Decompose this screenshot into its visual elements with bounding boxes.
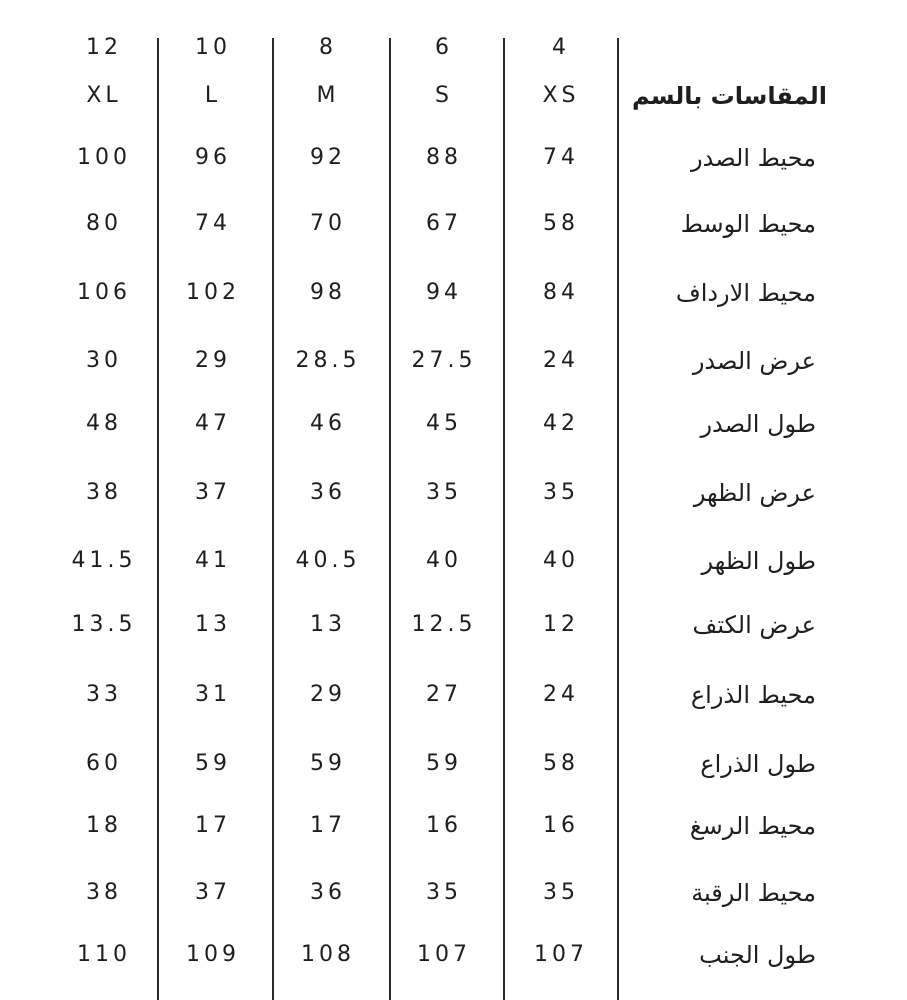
measurement-value: 59 (195, 751, 231, 776)
measurement-value: 41.5 (71, 548, 137, 573)
measurement-value: 29 (195, 348, 231, 373)
table-header-label: المقاسات بالسم (632, 82, 827, 110)
measurement-value: 13 (195, 612, 231, 637)
measurement-value: 29 (310, 682, 346, 707)
measurement-value: 88 (426, 145, 462, 170)
measurement-label: محيط الرسغ (689, 812, 816, 840)
column-divider (272, 38, 274, 1000)
measurement-value: 42 (543, 411, 579, 436)
measurement-value: 40.5 (295, 548, 361, 573)
measurement-value: 33 (86, 682, 122, 707)
measurement-value: 17 (310, 813, 346, 838)
measurement-value: 18 (86, 813, 122, 838)
measurement-value: 45 (426, 411, 462, 436)
measurement-value: 28.5 (295, 348, 361, 373)
measurement-value: 48 (86, 411, 122, 436)
measurement-value: 13.5 (71, 612, 137, 637)
measurement-label: عرض الظهر (693, 479, 816, 507)
size-number-header: 6 (435, 35, 453, 60)
measurement-label: محيط الصدر (691, 144, 816, 172)
column-divider (389, 38, 391, 1000)
measurement-value: 108 (301, 942, 355, 967)
measurement-value: 12.5 (411, 612, 477, 637)
measurement-label: عرض الكتف (692, 611, 816, 639)
size-number-header: 10 (195, 35, 231, 60)
measurement-value: 58 (543, 211, 579, 236)
measurement-label: طول الجنب (699, 941, 816, 969)
measurement-value: 24 (543, 682, 579, 707)
measurement-value: 59 (426, 751, 462, 776)
measurement-label: طول الذراع (700, 750, 816, 778)
size-code-header: XS (542, 83, 580, 108)
measurement-value: 109 (186, 942, 240, 967)
measurement-value: 70 (310, 211, 346, 236)
measurement-value: 13 (310, 612, 346, 637)
measurement-value: 110 (77, 942, 131, 967)
measurement-value: 106 (77, 280, 131, 305)
measurement-value: 36 (310, 880, 346, 905)
measurement-value: 31 (195, 682, 231, 707)
measurement-label: محيط الارداف (675, 279, 816, 307)
measurement-value: 107 (417, 942, 471, 967)
measurement-value: 17 (195, 813, 231, 838)
measurement-value: 35 (426, 880, 462, 905)
measurement-value: 35 (426, 480, 462, 505)
measurement-value: 102 (186, 280, 240, 305)
measurement-value: 40 (543, 548, 579, 573)
measurement-label: محيط الذراع (690, 681, 816, 709)
measurement-label: عرض الصدر (692, 347, 816, 375)
measurement-label: طول الصدر (700, 410, 816, 438)
measurement-value: 74 (543, 145, 579, 170)
column-divider (157, 38, 159, 1000)
measurement-value: 16 (543, 813, 579, 838)
measurement-value: 27 (426, 682, 462, 707)
measurement-value: 16 (426, 813, 462, 838)
size-code-header: XL (86, 83, 122, 108)
measurement-value: 100 (77, 145, 131, 170)
measurement-value: 27.5 (411, 348, 477, 373)
measurement-value: 46 (310, 411, 346, 436)
size-code-header: M (316, 83, 340, 108)
measurement-value: 59 (310, 751, 346, 776)
column-divider (617, 38, 619, 1000)
measurement-value: 36 (310, 480, 346, 505)
measurement-value: 40 (426, 548, 462, 573)
measurement-value: 80 (86, 211, 122, 236)
measurement-value: 47 (195, 411, 231, 436)
measurement-value: 35 (543, 880, 579, 905)
measurement-value: 94 (426, 280, 462, 305)
measurement-value: 96 (195, 145, 231, 170)
size-code-header: L (204, 83, 222, 108)
measurement-value: 41 (195, 548, 231, 573)
column-divider (503, 38, 505, 1000)
measurement-value: 67 (426, 211, 462, 236)
measurement-value: 84 (543, 280, 579, 305)
measurement-value: 107 (534, 942, 588, 967)
size-number-header: 4 (552, 35, 570, 60)
measurement-value: 12 (543, 612, 579, 637)
measurement-value: 38 (86, 480, 122, 505)
measurement-value: 24 (543, 348, 579, 373)
size-number-header: 8 (319, 35, 337, 60)
measurement-value: 30 (86, 348, 122, 373)
measurement-value: 60 (86, 751, 122, 776)
measurement-label: محيط الوسط (680, 210, 816, 238)
measurement-value: 35 (543, 480, 579, 505)
measurement-label: محيط الرقبة (691, 879, 816, 907)
measurement-value: 37 (195, 480, 231, 505)
measurement-value: 58 (543, 751, 579, 776)
measurement-value: 74 (195, 211, 231, 236)
measurement-value: 92 (310, 145, 346, 170)
measurement-label: طول الظهر (701, 547, 816, 575)
measurement-value: 98 (310, 280, 346, 305)
measurement-value: 38 (86, 880, 122, 905)
measurement-value: 37 (195, 880, 231, 905)
size-code-header: S (435, 83, 453, 108)
size-number-header: 12 (86, 35, 122, 60)
